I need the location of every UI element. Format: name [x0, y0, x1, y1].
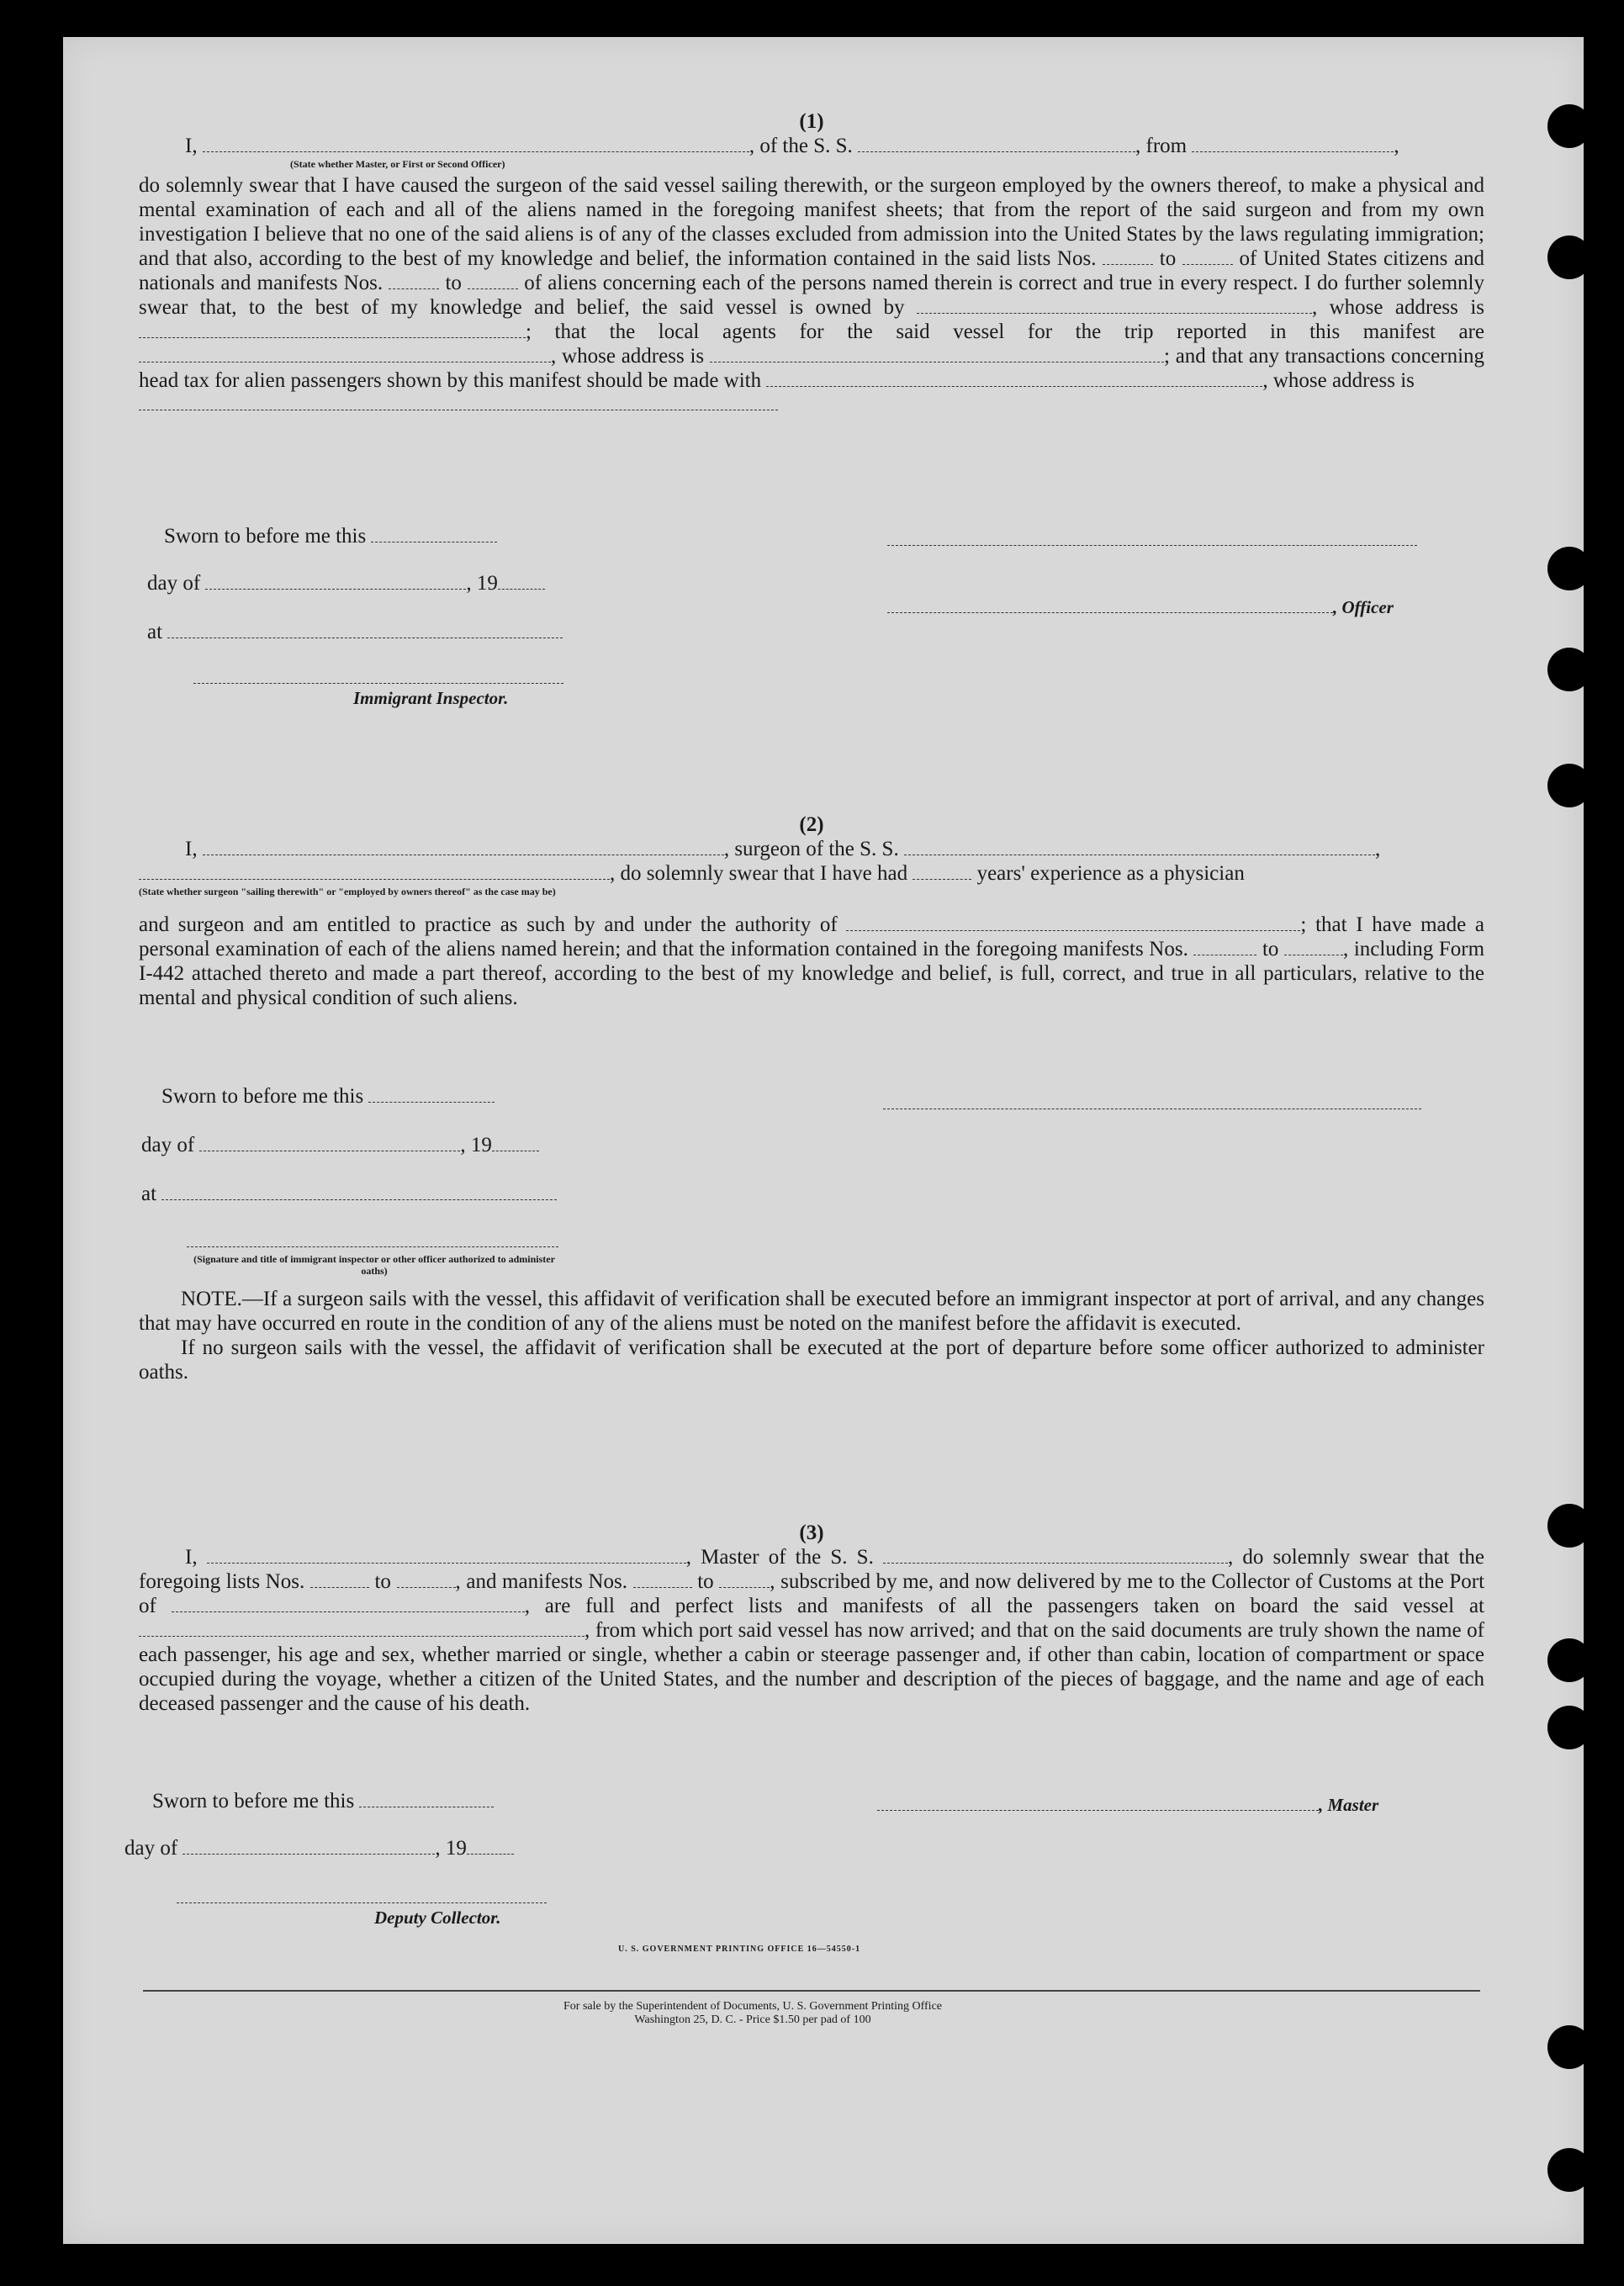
day-of-line: day of , 19	[141, 1134, 539, 1157]
sworn-day-field[interactable]	[371, 527, 497, 542]
inspector-label: Immigrant Inspector.	[353, 688, 509, 708]
footer	[315, 2000, 1190, 2027]
sworn-line: Sworn to before me this	[152, 1790, 494, 1813]
master-ship-field[interactable]	[883, 1548, 1228, 1564]
form-page	[63, 37, 1584, 2244]
sworn-line: Sworn to before me this	[161, 1085, 495, 1109]
at-line: at	[147, 621, 563, 644]
manifests-no-to-field[interactable]	[468, 273, 518, 289]
text-i: I,	[185, 135, 198, 157]
master-name-field[interactable]	[207, 1548, 686, 1564]
section-number: (2)	[799, 813, 824, 836]
inspector-signature-field[interactable]	[193, 668, 563, 684]
owner-field[interactable]	[917, 298, 1312, 314]
section-number: (1)	[799, 110, 824, 133]
surgeon-instruction: (State whether surgeon "sailing therewith" or "employed by owners thereof" as the case may be)	[139, 886, 556, 897]
punch-hole	[1547, 104, 1591, 148]
sworn-line: Sworn to before me this	[164, 525, 497, 548]
surgeon-signature-field[interactable]	[883, 1093, 1421, 1109]
text-of-ss: , of the S. S.	[749, 135, 853, 157]
day-of-line: day of , 19	[147, 572, 545, 595]
sworn-place-field[interactable]	[161, 1184, 557, 1200]
sworn-day-field[interactable]	[359, 1791, 494, 1807]
deputy-label: Deputy Collector.	[374, 1908, 501, 1928]
section-number: (3)	[799, 1521, 824, 1544]
affidavit-surgeon-section: (2) I, , surgeon of the S. S. , , do solemnly swear that I have had years' experience as a physician (State whether surgeon "sailing therewith" or "employed by owners thereof" as the case may be) and surgeon and am entitled to practice as such by and under the authority of ; that I have made a personal examination of each of the aliens named herein; and that the information contained in the foregoing manifests Nos. to , including Form I-442 attached thereto and made a part thereof, according to the best of my knowledge and belief, is full, correct, and true in all particulars, relative to the mental and physical condition of such aliens.	[139, 813, 1485, 1009]
sworn-place-field[interactable]	[167, 622, 563, 638]
sworn-month-field[interactable]	[199, 1135, 460, 1151]
day-of-line: day of , 19	[124, 1837, 514, 1860]
manifests-to-field[interactable]	[719, 1572, 770, 1588]
officer-name-field[interactable]	[203, 136, 749, 152]
footer-rule	[143, 1990, 1480, 1992]
years-experience-field[interactable]	[913, 864, 971, 880]
lists-no-from-field[interactable]	[1103, 249, 1153, 265]
manifests-no-from-field[interactable]	[389, 273, 439, 289]
owner-address-field[interactable]	[139, 322, 526, 338]
punch-hole	[1547, 648, 1591, 691]
sworn-day-field[interactable]	[368, 1087, 495, 1103]
sworn-year-field[interactable]	[467, 1839, 514, 1855]
footer-sale-text: For sale by the Superintendent of Documents, U. S. Government Printing Office	[563, 2000, 942, 2013]
lists-to-field[interactable]	[397, 1572, 456, 1588]
practice-authority-field[interactable]	[846, 915, 1300, 931]
at-line: at	[141, 1183, 557, 1206]
sworn-year-field[interactable]	[492, 1135, 539, 1151]
affidavit-master-arrival-section: (3) I, , Master of the S. S. , do solemnly swear that the foregoing lists Nos. to , and manifests Nos. to , subscribed by me, and now delivered by me to the Collector of Customs at the Port of , are full and perfect lists and manifests of all the passengers taken on board the said vessel at , from which port said vessel has now arrived; and that on the said documents are truly shown the name of each passenger, his age and sex, whether married or single, whether a cabin or steerage passenger and, if other than cabin, location of compartment or space occupied during the voyage, whether a citizen of the United States, and the number and description of the pieces of baggage, and the name and age of each deceased passenger and the cause of his death.	[139, 1521, 1485, 1715]
departure-port-field[interactable]	[1192, 136, 1394, 152]
note-label: NOTE.	[181, 1288, 242, 1310]
punch-hole	[1547, 764, 1591, 807]
signature-instruction: (Signature and title of immigrant inspector or other officer authorized to administer oaths)	[193, 1253, 555, 1277]
surgeon-status-field[interactable]	[139, 864, 610, 880]
sworn-month-field[interactable]	[205, 574, 466, 590]
note-block: NOTE.—If a surgeon sails with the vessel, this affidavit of verification shall be executed before an immigrant inspector at port of arrival, and any changes that may have occurred en route in the condition of any of the aliens must be noted on the manifest before the affidavit is executed. If no surgeon sails with the vessel, the affidavit of verification shall be executed at the port of departure before some officer authorized to administer oaths.	[139, 1288, 1484, 1384]
footer-price-text: Washington 25, D. C. - Price $1.50 per pad of 100	[634, 2013, 871, 2026]
punch-hole	[1547, 2148, 1591, 2192]
head-tax-contact-field[interactable]	[766, 371, 1262, 387]
local-agents-field[interactable]	[139, 347, 551, 362]
sworn-month-field[interactable]	[183, 1839, 435, 1855]
surgeon-manifests-to-field[interactable]	[1284, 939, 1343, 955]
punch-hole	[1547, 235, 1591, 279]
agents-address-field[interactable]	[710, 347, 1164, 362]
lists-no-to-field[interactable]	[1182, 249, 1233, 265]
head-tax-address-field[interactable]	[139, 394, 778, 410]
punch-hole	[1547, 2025, 1591, 2069]
punch-hole	[1547, 1638, 1591, 1682]
deputy-signature-field[interactable]	[177, 1887, 547, 1903]
punch-hole	[1547, 1706, 1591, 1749]
master-signature-line: , Master	[877, 1795, 1378, 1816]
officer-signature-field[interactable]	[887, 530, 1417, 546]
officer-title-field[interactable]	[887, 597, 1333, 613]
officer-title-line: , Officer	[887, 597, 1394, 618]
master-signature-field[interactable]	[877, 1795, 1319, 1811]
affidavit-master-section: (1) I, , of the S. S. , from , (State whether Master, or First or Second Officer) do solemnly swear that I have caused the surgeon of the said vessel sailing therewith, or the surgeon employed by the owners thereof, to make a physical and mental examination of each and all of the aliens named in the foregoing manifest sheets; that from the report of the said surgeon and from my own investigation I believe that no one of the said aliens is of any of the classes excluded from admission into the United States by the laws regulating immigration; and that also, according to the best of my knowledge and belief, the information contained in the said lists Nos. to of United States citizens and nationals and manifests Nos. to of aliens concerning each of the persons named therein is correct and true in every respect. I do further solemnly swear that, to the best of my knowledge and belief, the said vessel is owned by , whose address is ; that the local agents for the said vessel for the trip reported in this manifest are , whose address is ; and that any transactions concerning head tax for alien passengers shown by this manifest should be made with , whose address is	[139, 109, 1484, 410]
gpo-imprint: U. S. GOVERNMENT PRINTING OFFICE 16—54550-1	[618, 1945, 861, 1954]
punch-hole	[1547, 1504, 1591, 1548]
text-from: , from	[1135, 135, 1188, 157]
customs-port-field[interactable]	[172, 1596, 525, 1612]
oath-officer-signature-field[interactable]	[187, 1231, 558, 1247]
manifests-from-field[interactable]	[633, 1572, 692, 1588]
boarding-port-field[interactable]	[139, 1621, 585, 1637]
ship-name-field[interactable]	[858, 136, 1135, 152]
lists-from-field[interactable]	[310, 1572, 369, 1588]
sworn-year-field[interactable]	[498, 574, 545, 590]
surgeon-ship-field[interactable]	[904, 839, 1375, 855]
officer-instruction: (State whether Master, or First or Second Officer)	[290, 158, 505, 170]
surgeon-name-field[interactable]	[203, 839, 724, 855]
punch-hole	[1547, 547, 1591, 590]
surgeon-manifests-from-field[interactable]	[1193, 939, 1256, 955]
